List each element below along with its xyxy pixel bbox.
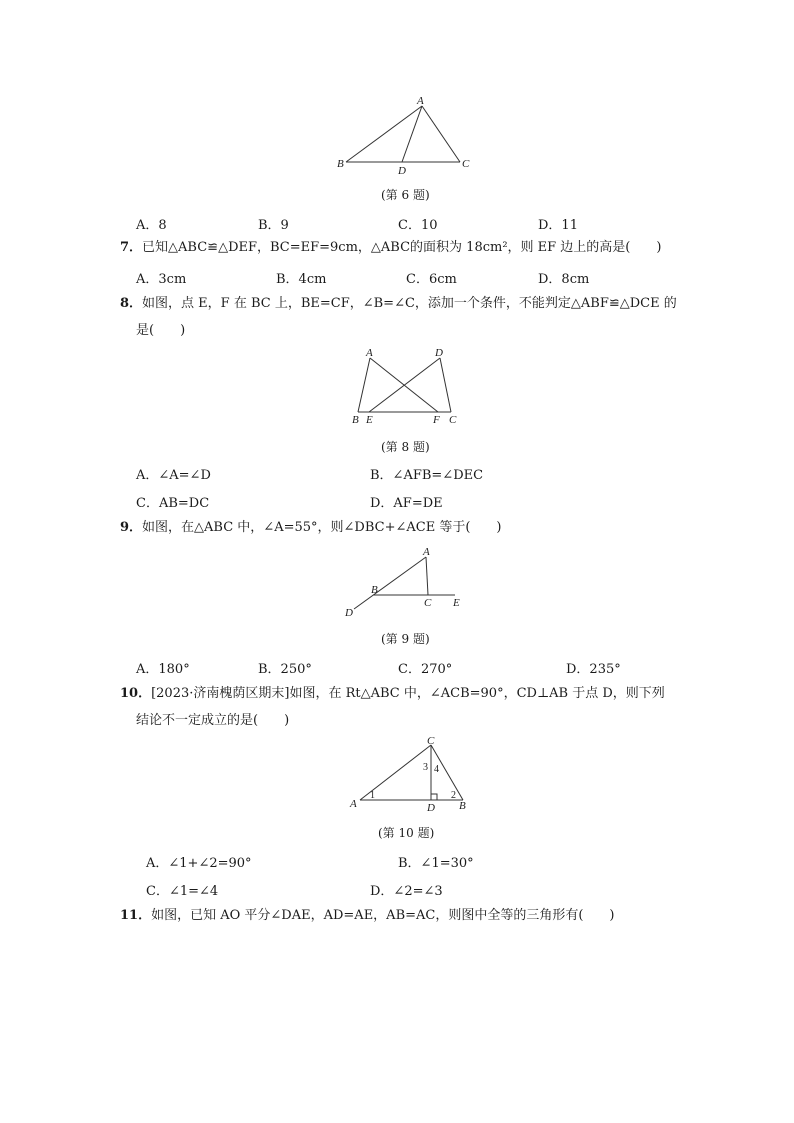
fig6-side-ab	[346, 106, 422, 162]
q6-option-c: C．10	[398, 218, 438, 233]
q8-text-line2: 是( )	[136, 323, 186, 338]
q8-option-d: D．AF=DE	[370, 496, 443, 511]
q10-option-b: B．∠1=30°	[398, 856, 474, 871]
q10-option-c: C．∠1=∠4	[146, 884, 219, 899]
q7-text: 已知△ABC≌△DEF，BC=EF=9cm，△ABC的面积为 18cm²，则 EF 边上的高是( )	[142, 240, 662, 255]
fig6-label-c: C	[462, 158, 470, 170]
fig10-angle-1: 1	[370, 790, 375, 801]
fig10-label-a: A	[350, 798, 357, 810]
q9-option-b: B．250°	[258, 662, 312, 677]
fig8-label-d: D	[435, 347, 443, 359]
q8-option-a: A．∠A=∠D	[136, 468, 211, 483]
fig9-label-a: A	[423, 546, 430, 558]
q11-number: 11．	[120, 908, 152, 923]
fig8-label-f: F	[433, 414, 440, 426]
q10-option-d: D．∠2=∠3	[370, 884, 443, 899]
question-8-line1	[120, 294, 677, 314]
q9-option-a: A．180°	[136, 662, 190, 677]
fig6-label-d: D	[398, 165, 406, 177]
fig6-label-b: B	[337, 158, 344, 170]
q8-number: 8．	[120, 296, 143, 311]
fig8-label-b: B	[352, 414, 359, 426]
q9-option-c: C．270°	[398, 662, 453, 677]
q8-option-b: B．∠AFB=∠DEC	[370, 468, 484, 483]
q7-option-d: D．8cm	[538, 272, 590, 287]
fig8-caption: (第 8 题)	[381, 440, 430, 454]
fig10-label-b: B	[459, 800, 466, 812]
fig6-segment-ad	[402, 106, 422, 162]
fig10-label-d: D	[427, 802, 435, 814]
q10-text-line1: [2023·济南槐荫区期末]如图，在 Rt△ABC 中，∠ACB=90°，CD⊥AB 于点 D，则下列	[151, 686, 665, 701]
q10-option-a: A．∠1+∠2=90°	[146, 856, 252, 871]
fig8-label-a: A	[366, 347, 373, 359]
fig9-ac	[426, 557, 428, 595]
q7-option-a: A．3cm	[136, 272, 187, 287]
q6-option-d: D．11	[538, 218, 578, 233]
fig9-label-b: B	[371, 584, 378, 596]
fig9-label-e: E	[453, 597, 460, 609]
fig10-angle-3: 3	[423, 762, 428, 773]
figure-q9	[340, 543, 470, 623]
fig10-right-angle-mark	[431, 794, 437, 800]
fig10-angle-2: 2	[451, 790, 456, 801]
question-10-line1	[120, 684, 665, 704]
fig8-ab	[358, 358, 370, 412]
fig6-side-ac	[422, 106, 460, 162]
fig10-caption: (第 10 题)	[378, 826, 435, 840]
question-11	[120, 906, 615, 926]
fig9-ab-extended	[354, 557, 426, 609]
fig8-label-c: C	[449, 414, 457, 426]
q9-option-d: D．235°	[566, 662, 621, 677]
fig8-dc	[440, 358, 451, 412]
q11-text: 如图，已知 AO 平分∠DAE，AD=AE，AB=AC，则图中全等的三角形有( )	[151, 908, 615, 923]
fig8-label-e: E	[366, 414, 373, 426]
fig6-label-a: A	[417, 95, 424, 107]
q7-number: 7．	[120, 240, 143, 255]
q10-number: 10．	[120, 686, 152, 701]
q9-number: 9．	[120, 520, 143, 535]
q7-option-b: B．4cm	[276, 272, 327, 287]
fig9-label-d: D	[345, 607, 353, 619]
figure-q10	[345, 735, 475, 815]
figure-q6	[330, 92, 480, 180]
q6-option-a: A．8	[136, 218, 167, 233]
q10-text-line2: 结论不一定成立的是( )	[136, 713, 290, 728]
fig9-label-c: C	[424, 597, 432, 609]
question-7	[120, 238, 661, 258]
figure-q8	[345, 344, 465, 428]
q8-text-line1: 如图，点 E，F 在 BC 上，BE=CF，∠B=∠C，添加一个条件，不能判定△ABF≌△DCE 的	[142, 296, 677, 311]
q6-option-b: B．9	[258, 218, 289, 233]
fig10-angle-4: 4	[434, 764, 439, 775]
q8-option-c: C．AB=DC	[136, 496, 210, 511]
q7-option-c: C．6cm	[406, 272, 457, 287]
fig10-label-c: C	[427, 735, 435, 747]
question-9	[120, 518, 501, 538]
fig6-caption: (第 6 题)	[381, 188, 430, 202]
q9-text: 如图，在△ABC 中，∠A=55°，则∠DBC+∠ACE 等于( )	[142, 520, 502, 535]
fig9-caption: (第 9 题)	[381, 632, 430, 646]
